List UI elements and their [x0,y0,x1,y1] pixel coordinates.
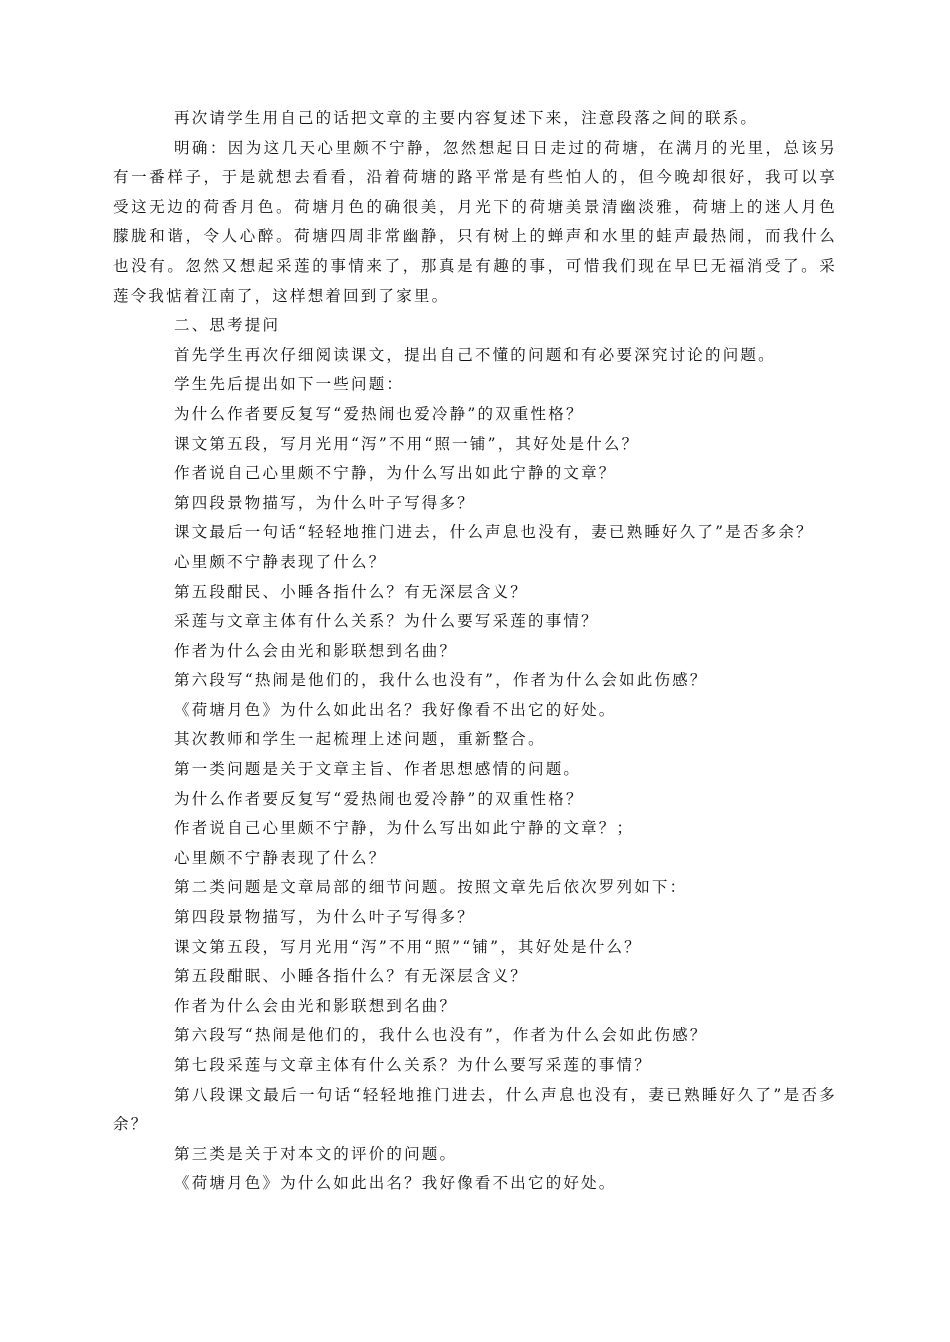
question-item: 采莲与文章主体有什么关系？为什么要写采莲的事情？ [174,612,599,631]
question-item: 第四段景物描写，为什么叶子写得多？ [174,908,475,927]
paragraph-retell-instruction: 再次请学生用自己的话把文章的主要内容复述下来，注意段落之间的联系。 [174,109,759,127]
category-heading: 第三类是关于对本文的评价的问题。 [174,1144,458,1163]
section-heading-questions: 二、思考提问 [174,316,281,335]
question-item: 第五段酣眠、小睡各指什么？有无深层含义？ [174,967,529,986]
document-body [113,104,837,1199]
question-item: 课文第五段，写月光用“泻”不用“照一铺”，其好处是什么？ [174,434,640,453]
question-item: 第六段写“热闹是他们的，我什么也没有”，作者为什么会如此伤感？ [174,1026,708,1045]
paragraph-summary-answer: 明确：因为这几天心里颇不宁静，忽然想起日日走过的荷塘，在满月的光里，总该另有一番样子，于是就想去看看，沿着荷塘的路平常是有些怕人的，但今晚却很好，我可以享受这无边的荷香月色。荷塘月色的确很美，月光下的荷塘美景清幽淡雅，荷塘上的迷人月色朦胧和谐，令人心醉。荷塘四周非常幽静，只有树上的蝉声和水里的蛙声最热闹，而我什么也没有。忽然又想起采莲的事情来了，那真是有趣的事，可惜我们现在早巳无福消受了。采莲令我惦着江南了，这样想着回到了家里。 [113,138,837,305]
question-item: 第六段写“热闹是他们的，我什么也没有”，作者为什么会如此伤感？ [174,671,708,690]
question-item: 作者为什么会由光和影联想到名曲？ [174,641,458,660]
question-item: 第五段酣民、小睡各指什么？有无深层含义？ [174,582,529,601]
paragraph: 首先学生再次仔细阅读课文，提出自己不懂的问题和有必要深究讨论的问题。 [174,345,776,364]
question-item: 第八段课文最后一句话“轻轻地推门进去，什么声息也没有，妻已熟睡好久了”是否多余？ [113,1085,837,1134]
question-item: 心里颇不宁静表现了什么？ [174,552,387,571]
question-item: 课文第五段，写月光用“泻”不用“照”“铺”，其好处是什么？ [174,937,642,956]
category-heading: 第一类问题是关于文章主旨、作者思想感情的问题。 [174,760,582,779]
question-item: 第四段景物描写，为什么叶子写得多？ [174,493,475,512]
question-item: 课文最后一句话“轻轻地推门进去，什么声息也没有，妻已熟睡好久了”是否多余？ [174,523,814,542]
paragraph: 学生先后提出如下一些问题： [174,375,405,394]
category-heading: 第二类问题是文章局部的细节问题。按照文章先后依次罗列如下： [174,878,688,897]
question-item: 作者为什么会由光和影联想到名曲？ [174,996,458,1015]
question-item: 第七段采莲与文章主体有什么关系？为什么要写采莲的事情？ [174,1056,652,1074]
question-item: 心里颇不宁静表现了什么？ [174,848,387,867]
paragraph: 其次教师和学生一起梳理上述问题，重新整合。 [174,730,546,749]
question-item: 为什么作者要反复写“爱热闹也爱冷静”的双重性格？ [174,404,584,423]
question-item: 作者说自己心里颇不宁静，为什么写出如此宁静的文章？ [174,464,617,483]
question-item: 作者说自己心里颇不宁静，为什么写出如此宁静的文章？； [174,819,635,838]
question-item: 为什么作者要反复写“爱热闹也爱冷静”的双重性格？ [174,789,584,808]
question-item: 《荷塘月色》为什么如此出名？我好像看不出它的好处。 [174,1174,617,1193]
question-item: 《荷塘月色》为什么如此出名？我好像看不出它的好处。 [174,700,617,719]
